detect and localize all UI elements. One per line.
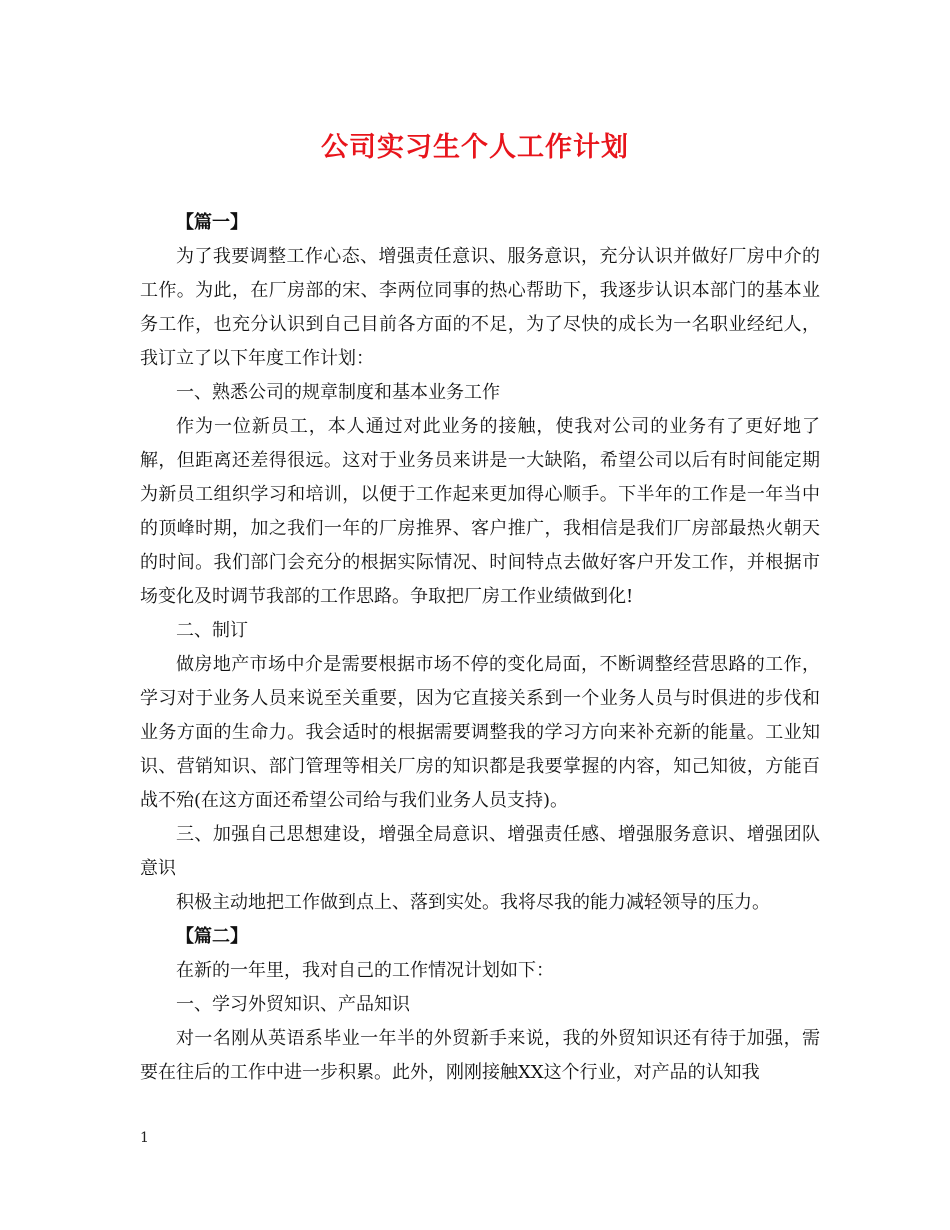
- page-number: 1: [140, 1130, 149, 1146]
- paragraph: 为了我要调整工作心态、增强责任意识、服务意识，充分认识并做好厂房中介的工作。为此，在厂房部的宋、李两位同事的热心帮助下，我逐步认识本部门的基本业务工作，也充分认识到自己目前各方面的不足，为了尽快的成长为一名职业经纪人，我订立了以下年度工作计划：: [140, 246, 820, 369]
- paragraph: 对一名刚从英语系毕业一年半的外贸新手来说，我的外贸知识还有待于加强，需要在往后的工作中进一步积累。此外，刚刚接触XX这个行业，对产品的认知我: [140, 1028, 820, 1083]
- document-body: [140, 206, 820, 1090]
- subheading: 一、学习外贸知识、产品知识: [176, 994, 410, 1015]
- paragraph: 作为一位新员工，本人通过对此业务的接触，使我对公司的业务有了更好地了解，但距离还差得很远。这对于业务员来讲是一大缺陷，希望公司以后有时间能定期为新员工组织学习和培训，以便于工作起来更加得心顺手。下半年的工作是一年当中的顶峰时期，加之我们一年的厂房推界、客户推广，我相信是我们厂房部最热火朝天的时间。我们部门会充分的根据实际情况、时间特点去做好客户开发工作，并根据市场变化及时调节我部的工作思路。争取把厂房工作业绩做到化!: [140, 416, 820, 607]
- subheading: 三、加强自己思想建设，增强全局意识、增强责任感、增强服务意识、增强团队意识: [140, 824, 820, 879]
- paragraph: 做房地产市场中介是需要根据市场不停的变化局面，不断调整经营思路的工作，学习对于业务人员来说至关重要，因为它直接关系到一个业务人员与时俱进的步伐和业务方面的生命力。我会适时的根据需要调整我的学习方向来补充新的能量。工业知识、营销知识、部门管理等相关厂房的知识都是我要掌握的内容，知己知彼，方能百战不殆(在这方面还希望公司给与我们业务人员支持)。: [140, 654, 820, 811]
- section-heading: 【篇一】: [176, 212, 248, 233]
- paragraph: 在新的一年里，我对自己的工作情况计划如下：: [176, 960, 554, 981]
- document-title: 公司实习生个人工作计划: [321, 132, 629, 163]
- subheading: 一、熟悉公司的规章制度和基本业务工作: [176, 382, 500, 403]
- section-heading: 【篇二】: [176, 926, 248, 947]
- subheading: 二、制订: [176, 620, 248, 641]
- paragraph: 积极主动地把工作做到点上、落到实处。我将尽我的能力减轻领导的压力。: [176, 892, 770, 913]
